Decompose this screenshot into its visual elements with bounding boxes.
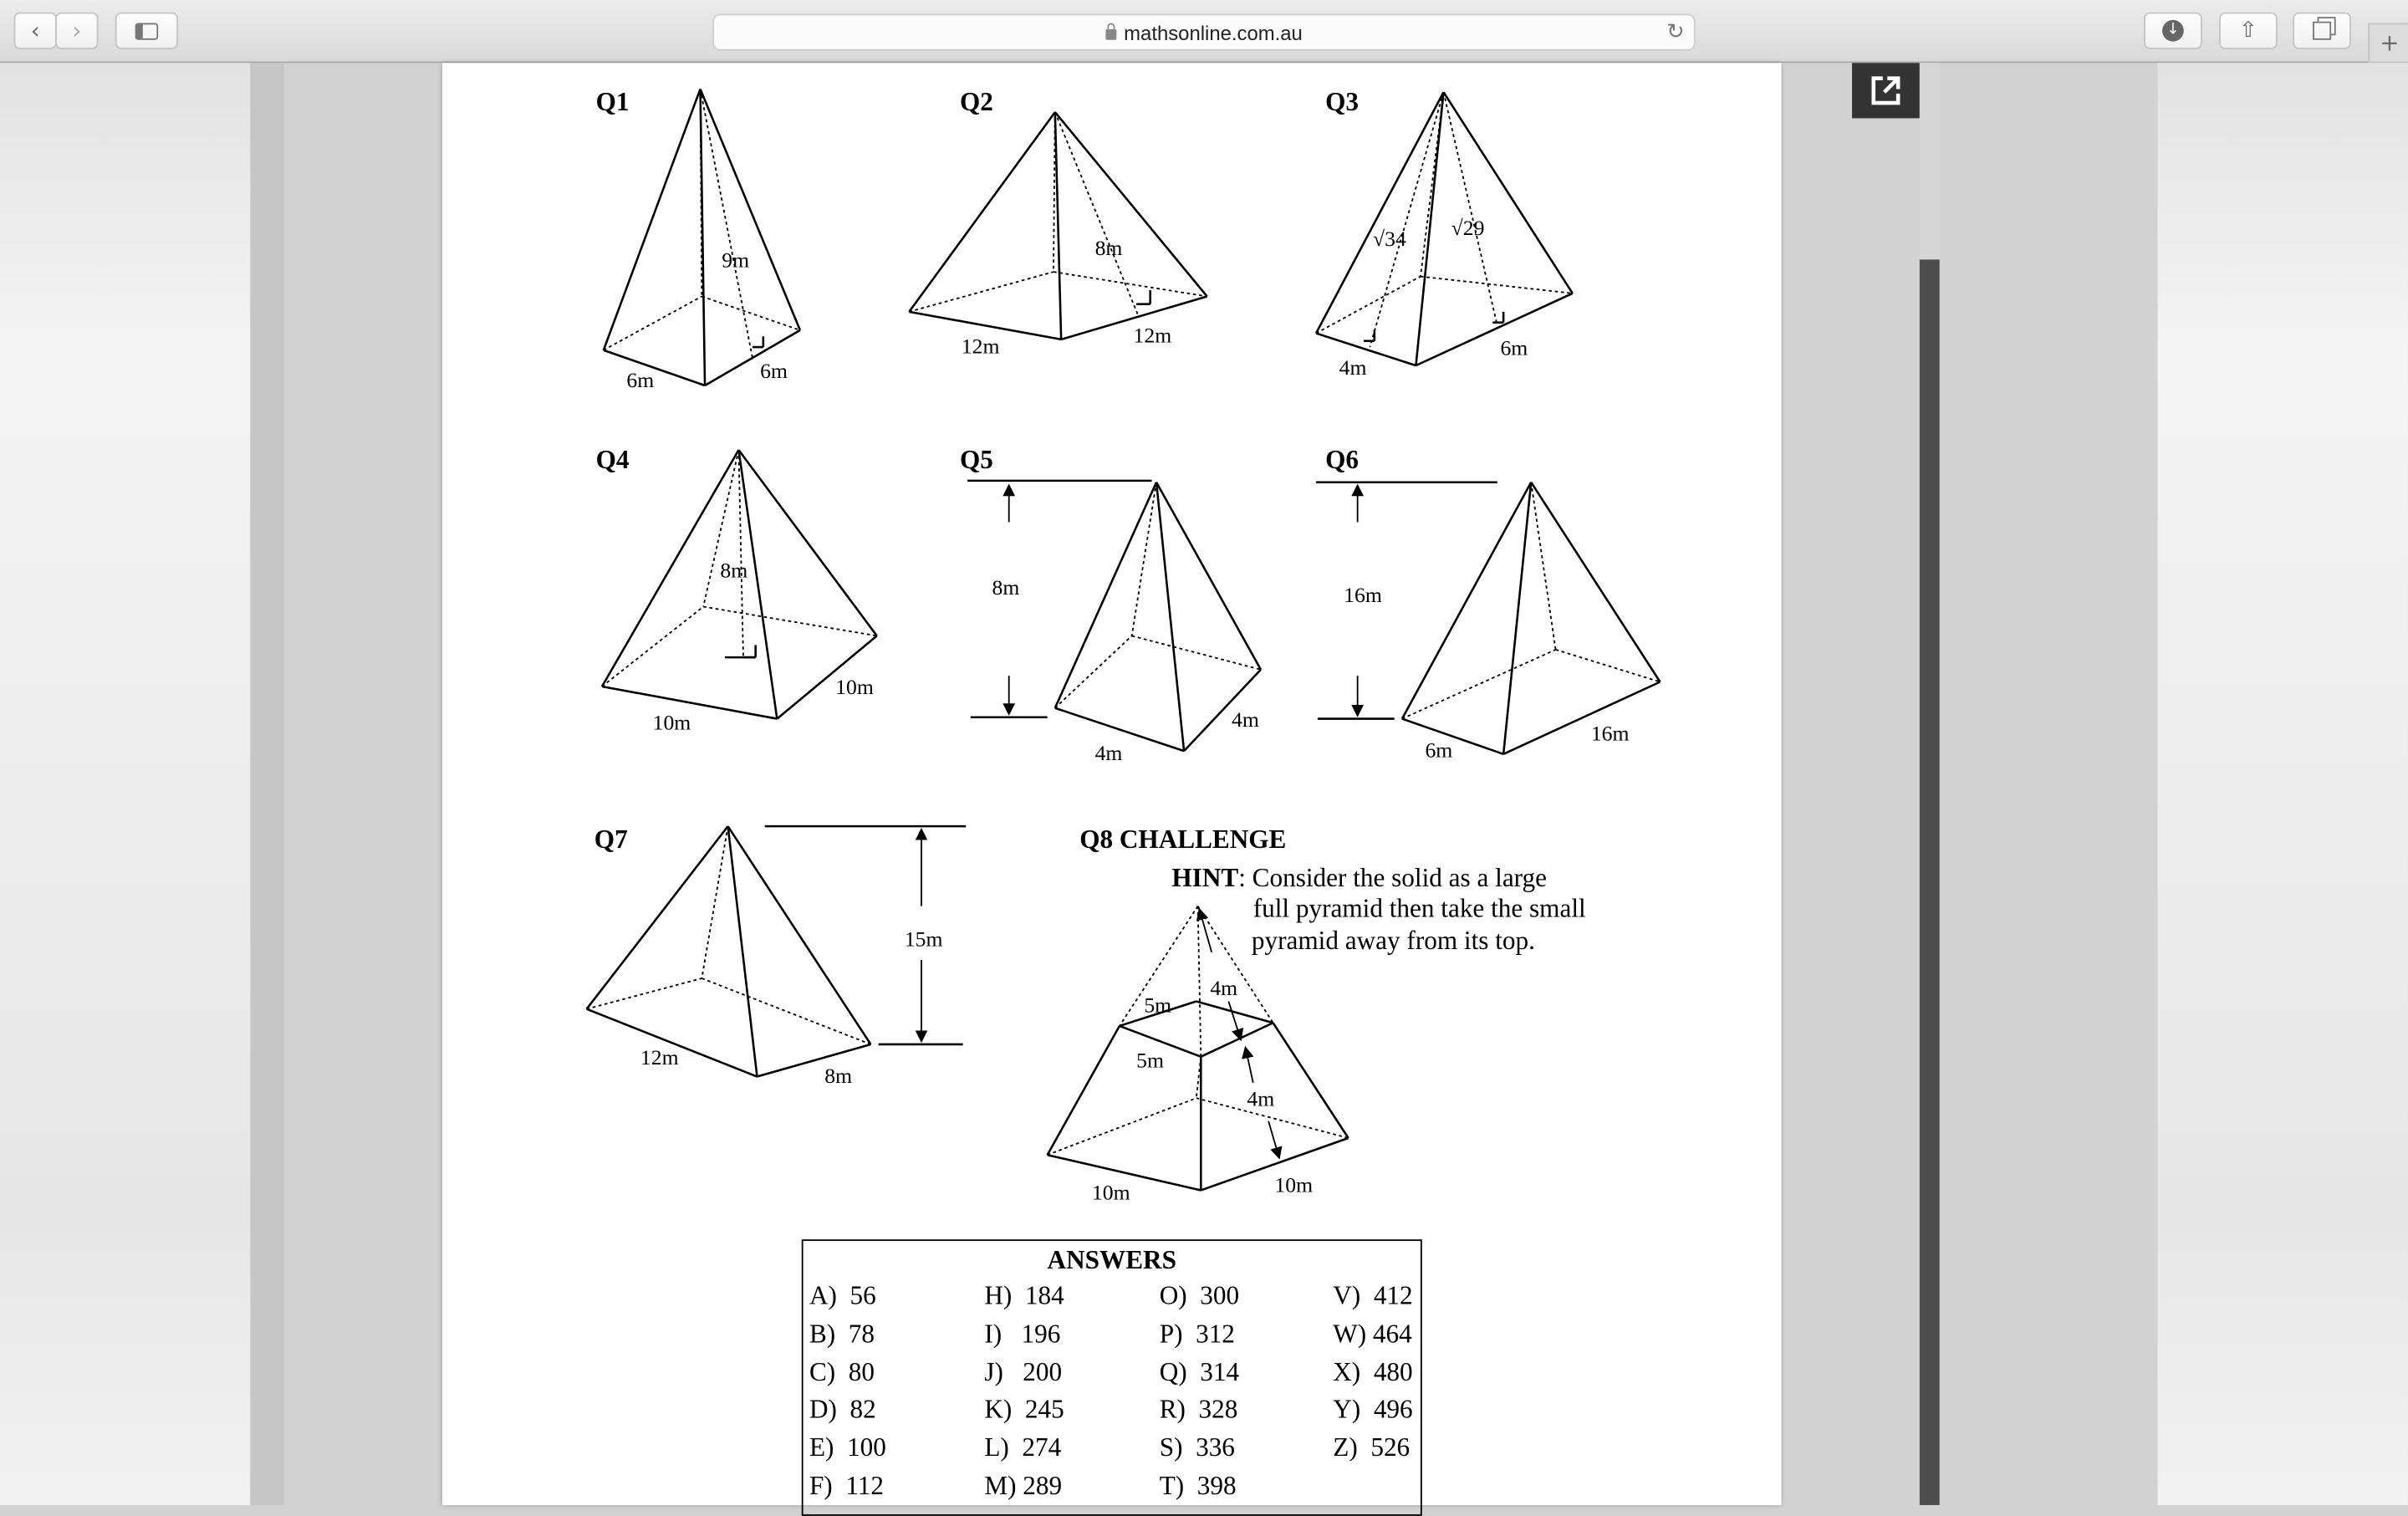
q3-label: 6m — [1500, 335, 1528, 360]
q7-label: 15m — [904, 926, 943, 952]
hidden-edge — [1132, 635, 1261, 669]
q8-label: 5m — [1136, 1048, 1165, 1073]
q7-label: 12m — [640, 1044, 679, 1069]
hidden-edge — [703, 606, 877, 635]
url-text: mathsonline.com.au — [1124, 20, 1303, 44]
answer-option: W) 464 — [1333, 1319, 1412, 1349]
answer-option: Y) 496 — [1333, 1395, 1413, 1425]
edge — [1273, 1023, 1349, 1138]
hidden-edge — [1198, 906, 1201, 1057]
q2-label: 8m — [1094, 235, 1123, 260]
q5-label: 4m — [1094, 741, 1123, 766]
answer-option: R) 328 — [1159, 1395, 1238, 1425]
hidden-edge — [604, 296, 702, 350]
hint-text: : Consider the solid as a large — [1238, 862, 1547, 892]
q4-label: 10m — [835, 675, 874, 700]
slant-arrow — [1268, 1121, 1279, 1158]
q8-label: 4m — [1247, 1086, 1275, 1111]
answers-box — [802, 1239, 1422, 1516]
slant-height — [1055, 112, 1138, 314]
edge — [1055, 482, 1156, 708]
q7-label: 8m — [824, 1063, 853, 1088]
hidden-edge — [1048, 1098, 1196, 1155]
q3-title: Q3 — [1325, 87, 1359, 117]
share-icon: ⇧ — [2239, 18, 2258, 43]
edge — [587, 826, 728, 1009]
answer-option: D) 82 — [809, 1395, 876, 1425]
answer-option: P) 312 — [1159, 1319, 1235, 1349]
chevron-right-icon: › — [72, 17, 82, 45]
answer-option: O) 300 — [1159, 1280, 1240, 1310]
hidden-edge — [1402, 650, 1556, 719]
download-icon: ↓ — [2162, 20, 2184, 42]
answer-option: M) 289 — [984, 1471, 1063, 1501]
edge — [757, 1044, 870, 1077]
hidden-edge — [909, 272, 1054, 312]
answer-option: H) 184 — [984, 1280, 1064, 1310]
answer-option: Q) 314 — [1159, 1356, 1240, 1386]
q8-label: 10m — [1274, 1172, 1314, 1197]
q5-label: 8m — [992, 574, 1020, 600]
answer-option: T) 398 — [1159, 1471, 1237, 1501]
q2-label: 12m — [961, 334, 1000, 359]
answer-option: V) 412 — [1333, 1280, 1413, 1310]
answer-option: Z) 526 — [1333, 1432, 1411, 1462]
reload-icon[interactable]: ↻ — [1666, 18, 1685, 43]
edge — [1048, 1026, 1120, 1155]
hidden-edge — [1132, 482, 1156, 636]
edge — [1443, 92, 1572, 294]
chevron-left-icon: ‹ — [30, 17, 40, 45]
edge — [1055, 112, 1061, 339]
slant-arrow — [1246, 1048, 1253, 1083]
answer-option: I) 196 — [984, 1319, 1061, 1349]
q8-label: 4m — [1210, 976, 1238, 1001]
svg-text:HINT: Consider the solid as a — [1171, 863, 1547, 892]
edge — [701, 89, 800, 330]
q1-title: Q1 — [595, 87, 630, 117]
edge — [1503, 681, 1660, 753]
answer-option: J) 200 — [984, 1356, 1063, 1386]
edge — [1055, 112, 1207, 296]
q1-label: 9m — [722, 248, 750, 273]
hidden-edge — [1556, 650, 1661, 682]
answer-option: B) 78 — [809, 1319, 875, 1349]
q6-title: Q6 — [1325, 445, 1359, 475]
hidden-edge — [1421, 277, 1573, 294]
answers-title: ANSWERS — [1047, 1245, 1176, 1275]
hidden-edge — [701, 978, 870, 1044]
answer-option: L) 274 — [984, 1432, 1062, 1462]
hidden-edge — [703, 450, 738, 606]
q6-label: 6m — [1425, 738, 1453, 763]
edge — [738, 450, 777, 718]
edge — [604, 350, 705, 385]
edge — [1503, 482, 1531, 754]
edge — [1416, 294, 1572, 365]
q1-label: 6m — [760, 358, 788, 383]
hidden-edge — [701, 826, 727, 978]
hint-text: full pyramid then take the small — [1252, 893, 1586, 923]
hidden-edge — [1054, 272, 1207, 296]
hidden-edge — [701, 296, 800, 329]
q2-title: Q2 — [959, 87, 993, 117]
hidden-edge — [1055, 635, 1132, 707]
hint-text: pyramid away from its top. — [1251, 926, 1535, 956]
slant-height — [1443, 92, 1497, 325]
answer-option: C) 80 — [809, 1356, 875, 1386]
answer-option: K) 245 — [984, 1395, 1064, 1425]
q8-title: Q8 CHALLENGE — [1079, 824, 1287, 854]
q8-label: 10m — [1091, 1180, 1130, 1205]
edge — [1402, 719, 1503, 754]
q1-label: 6m — [626, 367, 655, 392]
answer-option: E) 100 — [809, 1432, 886, 1462]
q3-label: √29 — [1451, 216, 1485, 241]
q3-label: 4m — [1339, 355, 1367, 380]
q7-title: Q7 — [594, 824, 628, 854]
q6-label: 16m — [1344, 582, 1382, 607]
plus-icon: + — [2380, 28, 2400, 57]
hint-label: HINT — [1171, 862, 1239, 892]
hidden-edge — [602, 606, 703, 687]
q4-title: Q4 — [595, 445, 630, 475]
q2-label: 12m — [1133, 323, 1172, 348]
edge — [1402, 482, 1531, 719]
slant-arrow — [1228, 1002, 1241, 1040]
edge — [604, 89, 701, 350]
q4-label: 8m — [720, 558, 748, 583]
edge — [1316, 92, 1443, 333]
slant-height — [701, 89, 752, 358]
answer-option: F) 112 — [809, 1471, 885, 1501]
answer-option: A) 56 — [809, 1280, 876, 1310]
q5-title: Q5 — [959, 445, 993, 475]
hidden-edge — [1531, 482, 1555, 650]
slant-height — [1370, 92, 1443, 347]
q4-label: 10m — [652, 710, 691, 735]
q3-label: √34 — [1373, 226, 1406, 251]
q8-label: 5m — [1144, 993, 1172, 1018]
edge — [909, 112, 1054, 312]
answer-option: X) 480 — [1333, 1356, 1413, 1386]
edge — [1416, 92, 1443, 365]
edge — [602, 450, 738, 687]
q6-label: 16m — [1590, 721, 1630, 746]
slant-arrow — [1199, 909, 1212, 952]
q5-label: 4m — [1232, 707, 1259, 732]
hidden-edge — [587, 978, 702, 1009]
answer-option: S) 336 — [1159, 1432, 1235, 1462]
edge — [738, 450, 876, 635]
